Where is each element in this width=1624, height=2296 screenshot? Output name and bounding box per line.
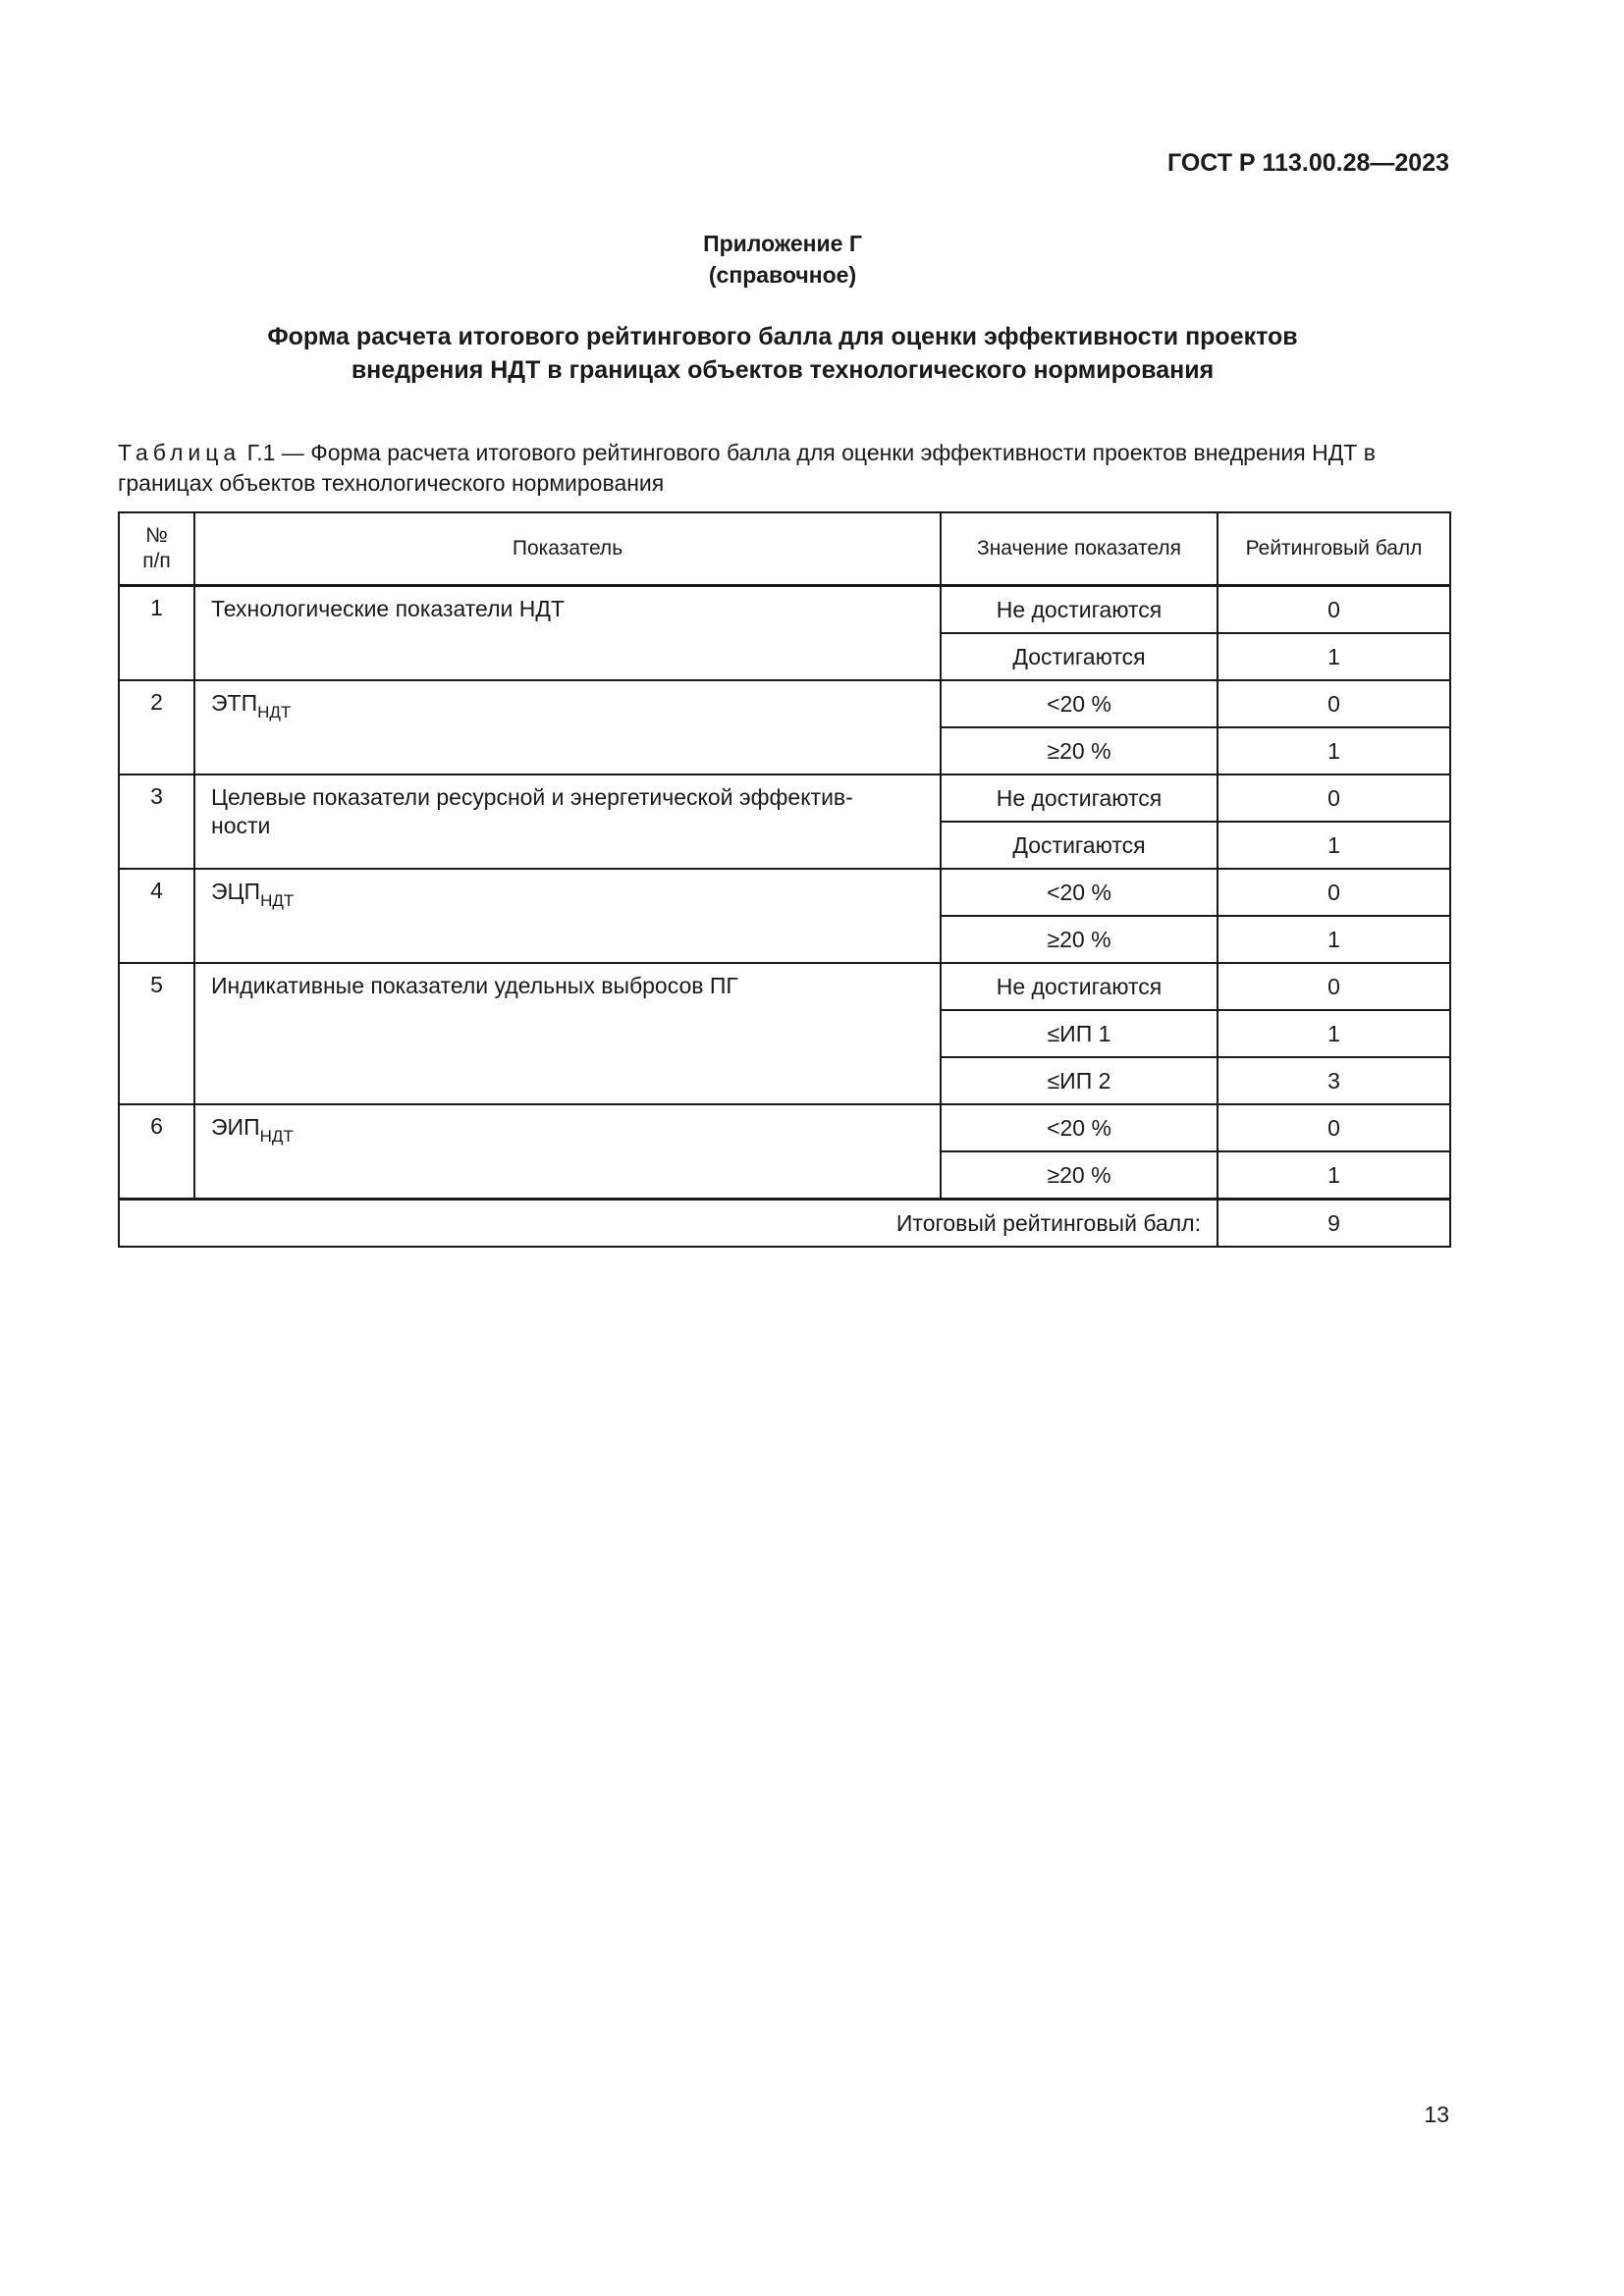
header-score: Рейтинговый балл	[1218, 512, 1450, 586]
table-row	[119, 1104, 1450, 1151]
appendix-heading	[0, 228, 1565, 291]
row-number: 4	[119, 869, 194, 963]
option-score: 1	[1218, 727, 1450, 774]
indicator-subscript: НДТ	[257, 703, 292, 721]
title-line-1: Форма расчета итогового рейтингового балла для оценки эффективности проектов	[267, 323, 1298, 350]
row-indicator	[194, 774, 941, 869]
option-value: ≤ИП 1	[941, 1010, 1218, 1057]
indicator-symbol: ЭИП	[211, 1114, 260, 1140]
option-value: <20 %	[941, 869, 1218, 916]
indicator-symbol: ЭТП	[211, 690, 258, 716]
table-row	[119, 963, 1450, 1010]
indicator-line-2: ности	[211, 813, 271, 838]
header-num	[119, 512, 194, 586]
option-value: Достигаются	[941, 822, 1218, 869]
option-value: ≤ИП 2	[941, 1057, 1218, 1104]
option-score: 3	[1218, 1057, 1450, 1104]
option-score: 0	[1218, 680, 1450, 727]
indicator-subscript: НДТ	[260, 891, 295, 910]
table-caption-number: Г.1	[246, 440, 276, 465]
option-score: 1	[1218, 916, 1450, 963]
table-caption-prefix: Таблица	[118, 440, 242, 465]
row-indicator: Индикативные показатели удельных выбросов ПГ	[194, 963, 941, 1104]
table-row	[119, 586, 1450, 634]
document-title	[0, 320, 1565, 387]
table-row	[119, 869, 1450, 916]
indicator-line-1: Целевые показатели ресурсной и энергетической эффектив-	[211, 784, 853, 810]
option-value: ≥20 %	[941, 727, 1218, 774]
option-score: 0	[1218, 963, 1450, 1010]
title-line-2: внедрения НДТ в границах объектов технологического нормирования	[351, 356, 1215, 384]
table-row	[119, 774, 1450, 822]
row-number: 5	[119, 963, 194, 1104]
row-number: 6	[119, 1104, 194, 1200]
table-caption-text: — Форма расчета итогового рейтингового балла для оценки эффективности проектов внедрения НДТ в границах объектов технологического нормирования	[118, 440, 1376, 496]
row-number: 1	[119, 586, 194, 681]
option-value: ≥20 %	[941, 916, 1218, 963]
option-score: 1	[1218, 1151, 1450, 1200]
row-indicator	[194, 1104, 941, 1200]
table-header-row	[119, 512, 1450, 586]
option-value: Не достигаются	[941, 586, 1218, 634]
option-score: 1	[1218, 633, 1450, 680]
appendix-name: Приложение Г	[703, 231, 862, 256]
table-caption	[118, 438, 1453, 499]
row-indicator	[194, 869, 941, 963]
indicator-subscript: НДТ	[259, 1127, 294, 1146]
option-score: 0	[1218, 1104, 1450, 1151]
option-value: Не достигаются	[941, 963, 1218, 1010]
option-value: Достигаются	[941, 633, 1218, 680]
total-value: 9	[1218, 1200, 1450, 1248]
option-value: ≥20 %	[941, 1151, 1218, 1200]
option-value: <20 %	[941, 1104, 1218, 1151]
row-number: 2	[119, 680, 194, 774]
page-number: 13	[1424, 2102, 1449, 2127]
option-value: Не достигаются	[941, 774, 1218, 822]
option-score: 0	[1218, 586, 1450, 634]
row-indicator	[194, 680, 941, 774]
option-value: <20 %	[941, 680, 1218, 727]
header-indicator: Показатель	[194, 512, 941, 586]
option-score: 1	[1218, 822, 1450, 869]
header-num-line1: №	[145, 524, 168, 547]
total-label: Итоговый рейтинговый балл:	[119, 1200, 1218, 1248]
document-code: ГОСТ Р 113.00.28—2023	[1166, 149, 1449, 177]
row-number: 3	[119, 774, 194, 869]
header-num-line2: п/п	[142, 550, 171, 572]
option-score: 0	[1218, 869, 1450, 916]
option-score: 0	[1218, 774, 1450, 822]
indicator-symbol: ЭЦП	[211, 879, 261, 904]
header-value: Значение показателя	[941, 512, 1218, 586]
total-row	[119, 1200, 1450, 1248]
option-score: 1	[1218, 1010, 1450, 1057]
table-row	[119, 680, 1450, 727]
rating-table	[118, 511, 1451, 1248]
row-indicator: Технологические показатели НДТ	[194, 586, 941, 681]
appendix-status: (справочное)	[708, 262, 857, 288]
